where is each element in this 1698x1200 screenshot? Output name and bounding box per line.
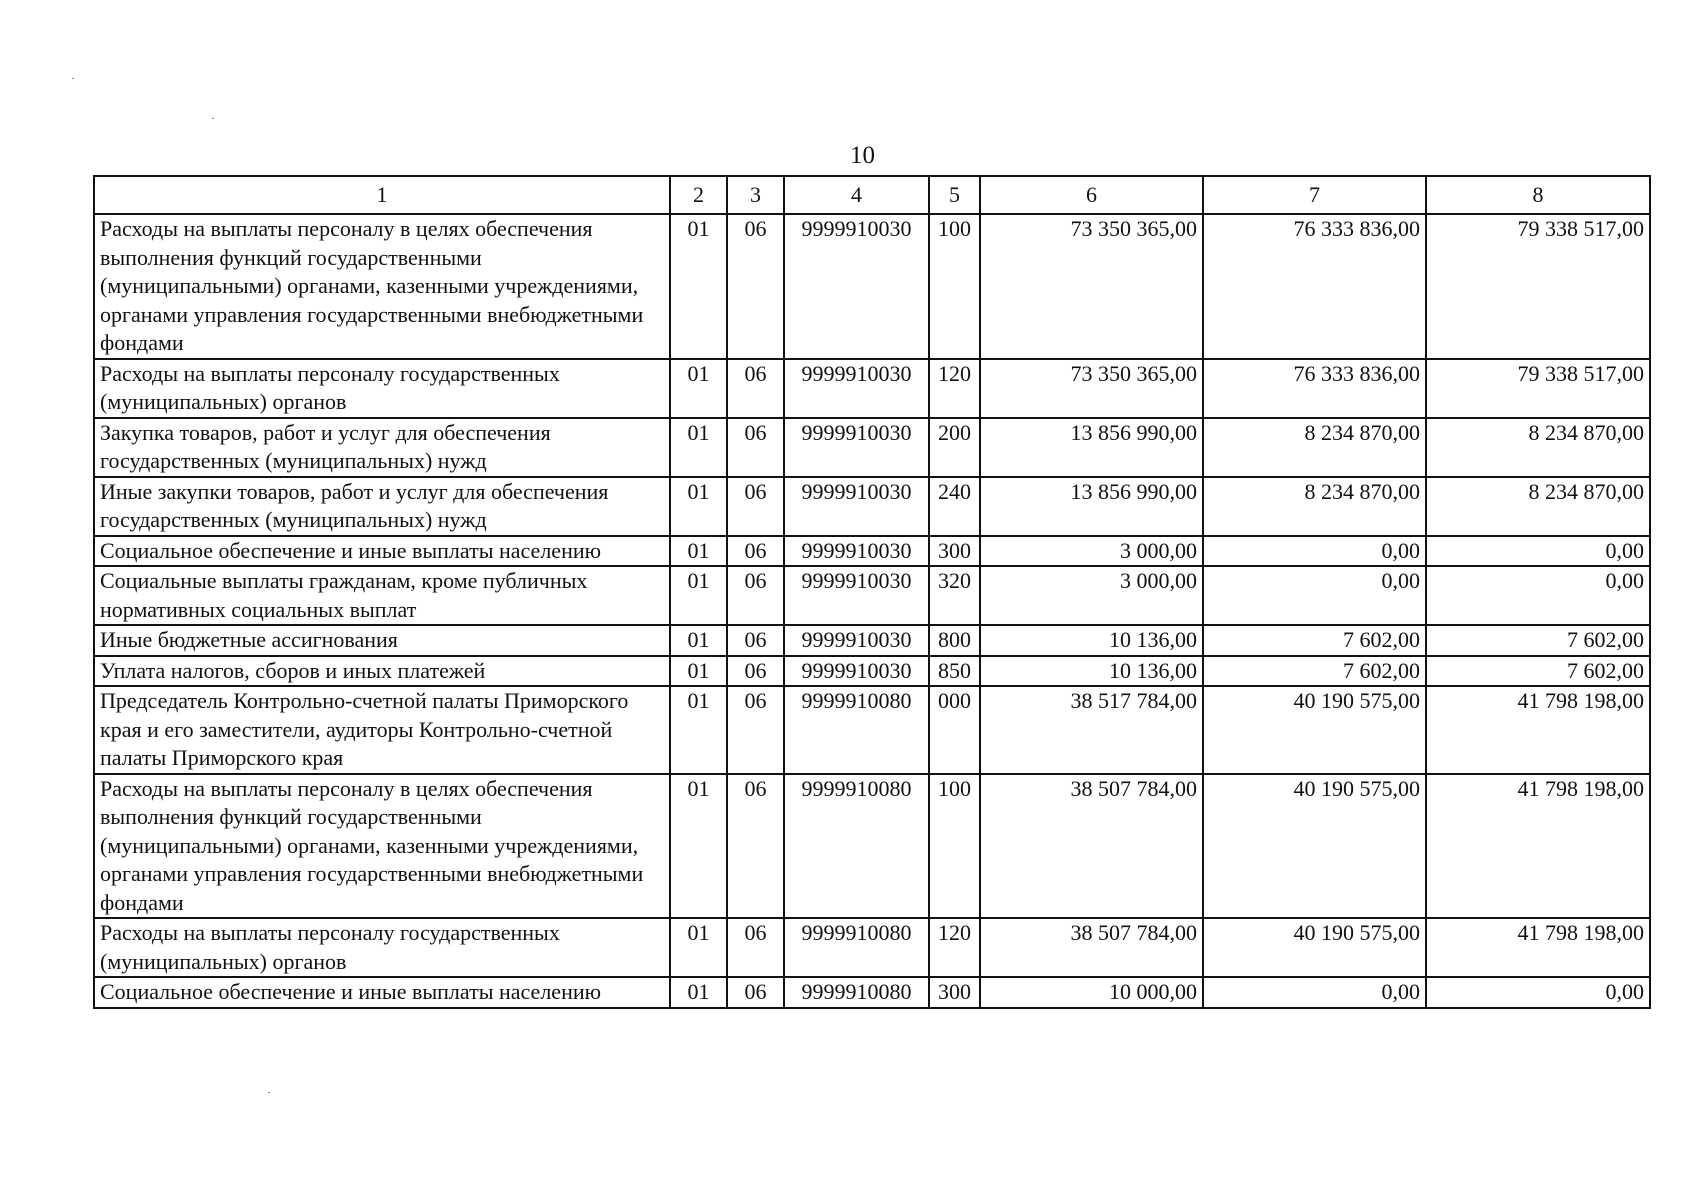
expense-type-code: 800 — [929, 625, 980, 656]
column-header: 7 — [1203, 176, 1426, 214]
section-code: 01 — [670, 686, 727, 774]
subsection-code: 06 — [727, 477, 784, 536]
column-header: 5 — [929, 176, 980, 214]
amount-col-6: 13 856 990,00 — [980, 477, 1203, 536]
expense-type-code: 000 — [929, 686, 980, 774]
target-article-code: 9999910030 — [784, 418, 929, 477]
expense-type-code: 850 — [929, 656, 980, 687]
amount-col-7: 76 333 836,00 — [1203, 214, 1426, 359]
budget-table — [93, 175, 1651, 1009]
expense-name: Председатель Контрольно-счетной палаты Приморского края и его заместители, аудиторы Контрольно-счетной палаты Приморского края — [94, 686, 670, 774]
amount-col-8: 7 602,00 — [1426, 625, 1650, 656]
expense-name: Расходы на выплаты персоналу государственных (муниципальных) органов — [94, 918, 670, 977]
section-code: 01 — [670, 656, 727, 687]
table-row — [94, 977, 1650, 1008]
amount-col-8: 0,00 — [1426, 977, 1650, 1008]
page-number: 10 — [850, 142, 875, 169]
amount-col-6: 38 507 784,00 — [980, 918, 1203, 977]
subsection-code: 06 — [727, 359, 784, 418]
subsection-code: 06 — [727, 918, 784, 977]
subsection-code: 06 — [727, 566, 784, 625]
amount-col-8: 0,00 — [1426, 566, 1650, 625]
expense-type-code: 100 — [929, 774, 980, 919]
section-code: 01 — [670, 977, 727, 1008]
amount-col-6: 38 507 784,00 — [980, 774, 1203, 919]
table-row — [94, 566, 1650, 625]
table-row — [94, 918, 1650, 977]
amount-col-8: 8 234 870,00 — [1426, 477, 1650, 536]
expense-name: Расходы на выплаты персоналу государственных (муниципальных) органов — [94, 359, 670, 418]
expense-name: Иные закупки товаров, работ и услуг для обеспечения государственных (муниципальных) нужд — [94, 477, 670, 536]
subsection-code: 06 — [727, 536, 784, 567]
scan-speck — [72, 78, 74, 79]
section-code: 01 — [670, 359, 727, 418]
table-row — [94, 418, 1650, 477]
scan-speck — [268, 1092, 270, 1093]
expense-name: Расходы на выплаты персоналу в целях обеспечения выполнения функций государственными (муниципальными) органами, казенными учреждениями, органами управления государственными внебюджетными фондами — [94, 214, 670, 359]
target-article-code: 9999910080 — [784, 686, 929, 774]
table-row — [94, 477, 1650, 536]
scan-speck — [212, 118, 214, 119]
table-row — [94, 625, 1650, 656]
expense-type-code: 300 — [929, 977, 980, 1008]
section-code: 01 — [670, 536, 727, 567]
column-header: 4 — [784, 176, 929, 214]
amount-col-6: 73 350 365,00 — [980, 359, 1203, 418]
subsection-code: 06 — [727, 625, 784, 656]
amount-col-7: 0,00 — [1203, 566, 1426, 625]
section-code: 01 — [670, 214, 727, 359]
target-article-code: 9999910030 — [784, 359, 929, 418]
target-article-code: 9999910030 — [784, 536, 929, 567]
table-row — [94, 774, 1650, 919]
amount-col-7: 7 602,00 — [1203, 656, 1426, 687]
target-article-code: 9999910030 — [784, 625, 929, 656]
amount-col-6: 10 000,00 — [980, 977, 1203, 1008]
subsection-code: 06 — [727, 977, 784, 1008]
column-header: 8 — [1426, 176, 1650, 214]
amount-col-8: 0,00 — [1426, 536, 1650, 567]
amount-col-6: 10 136,00 — [980, 625, 1203, 656]
expense-name: Уплата налогов, сборов и иных платежей — [94, 656, 670, 687]
section-code: 01 — [670, 625, 727, 656]
subsection-code: 06 — [727, 686, 784, 774]
expense-name: Иные бюджетные ассигнования — [94, 625, 670, 656]
section-code: 01 — [670, 477, 727, 536]
amount-col-8: 79 338 517,00 — [1426, 359, 1650, 418]
amount-col-7: 8 234 870,00 — [1203, 418, 1426, 477]
expense-type-code: 120 — [929, 359, 980, 418]
target-article-code: 9999910030 — [784, 566, 929, 625]
expense-type-code: 320 — [929, 566, 980, 625]
amount-col-7: 8 234 870,00 — [1203, 477, 1426, 536]
subsection-code: 06 — [727, 418, 784, 477]
expense-name: Социальное обеспечение и иные выплаты населению — [94, 977, 670, 1008]
expense-type-code: 120 — [929, 918, 980, 977]
subsection-code: 06 — [727, 774, 784, 919]
subsection-code: 06 — [727, 656, 784, 687]
table-row — [94, 214, 1650, 359]
section-code: 01 — [670, 418, 727, 477]
amount-col-7: 0,00 — [1203, 536, 1426, 567]
table-row — [94, 686, 1650, 774]
amount-col-8: 41 798 198,00 — [1426, 918, 1650, 977]
expense-name: Социальное обеспечение и иные выплаты населению — [94, 536, 670, 567]
target-article-code: 9999910030 — [784, 656, 929, 687]
amount-col-7: 40 190 575,00 — [1203, 918, 1426, 977]
amount-col-6: 13 856 990,00 — [980, 418, 1203, 477]
amount-col-7: 7 602,00 — [1203, 625, 1426, 656]
section-code: 01 — [670, 774, 727, 919]
column-header: 1 — [94, 176, 670, 214]
amount-col-6: 10 136,00 — [980, 656, 1203, 687]
target-article-code: 9999910080 — [784, 977, 929, 1008]
target-article-code: 9999910080 — [784, 918, 929, 977]
amount-col-8: 41 798 198,00 — [1426, 774, 1650, 919]
table-row — [94, 359, 1650, 418]
expense-type-code: 300 — [929, 536, 980, 567]
expense-name: Социальные выплаты гражданам, кроме публичных нормативных социальных выплат — [94, 566, 670, 625]
amount-col-6: 38 517 784,00 — [980, 686, 1203, 774]
column-header: 6 — [980, 176, 1203, 214]
amount-col-7: 76 333 836,00 — [1203, 359, 1426, 418]
amount-col-6: 3 000,00 — [980, 536, 1203, 567]
amount-col-8: 41 798 198,00 — [1426, 686, 1650, 774]
amount-col-7: 40 190 575,00 — [1203, 774, 1426, 919]
amount-col-6: 73 350 365,00 — [980, 214, 1203, 359]
target-article-code: 9999910030 — [784, 214, 929, 359]
expense-name: Закупка товаров, работ и услуг для обеспечения государственных (муниципальных) нужд — [94, 418, 670, 477]
amount-col-6: 3 000,00 — [980, 566, 1203, 625]
expense-name: Расходы на выплаты персоналу в целях обеспечения выполнения функций государственными (муниципальными) органами, казенными учреждениями, органами управления государственными внебюджетными фондами — [94, 774, 670, 919]
amount-col-7: 0,00 — [1203, 977, 1426, 1008]
table-row — [94, 656, 1650, 687]
target-article-code: 9999910030 — [784, 477, 929, 536]
column-header: 2 — [670, 176, 727, 214]
section-code: 01 — [670, 566, 727, 625]
expense-type-code: 240 — [929, 477, 980, 536]
subsection-code: 06 — [727, 214, 784, 359]
section-code: 01 — [670, 918, 727, 977]
expense-type-code: 100 — [929, 214, 980, 359]
expense-type-code: 200 — [929, 418, 980, 477]
target-article-code: 9999910080 — [784, 774, 929, 919]
amount-col-8: 79 338 517,00 — [1426, 214, 1650, 359]
header-row — [94, 176, 1650, 214]
amount-col-7: 40 190 575,00 — [1203, 686, 1426, 774]
column-header: 3 — [727, 176, 784, 214]
table-row — [94, 536, 1650, 567]
amount-col-8: 7 602,00 — [1426, 656, 1650, 687]
amount-col-8: 8 234 870,00 — [1426, 418, 1650, 477]
